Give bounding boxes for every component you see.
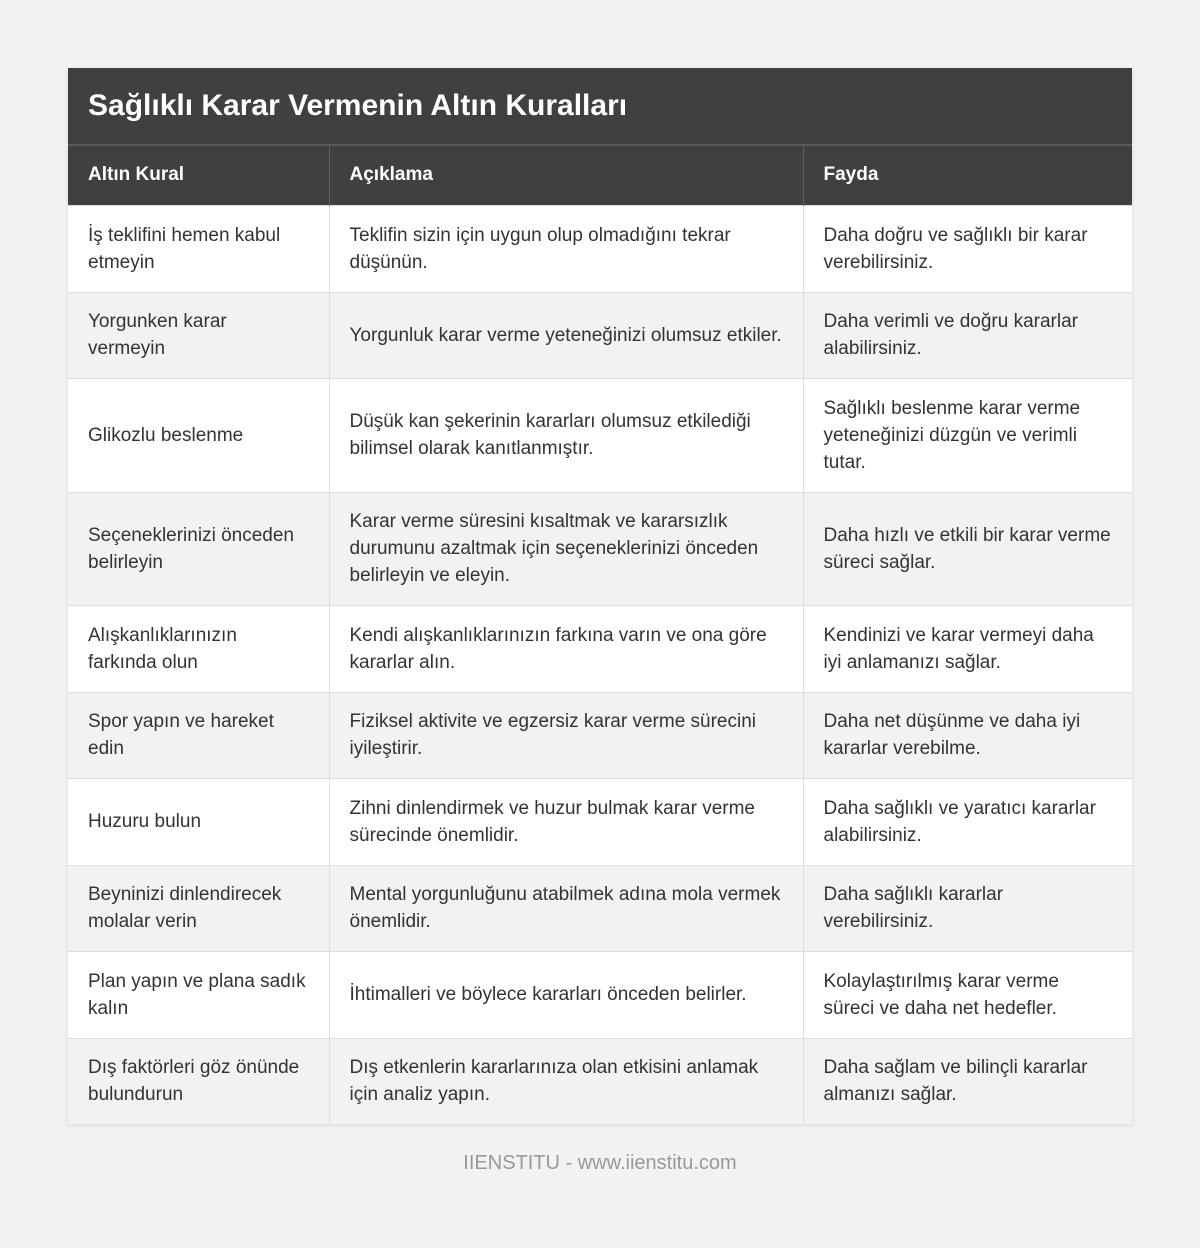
table-row	[68, 1038, 1132, 1124]
description-cell: Dış etkenlerin kararlarınıza olan etkisini anlamak için analiz yapın.	[329, 1038, 803, 1124]
benefit-cell: Daha sağlam ve bilinçli kararlar almanızı sağlar.	[803, 1038, 1132, 1124]
rule-cell: Glikozlu beslenme	[68, 378, 329, 492]
benefit-cell: Kolaylaştırılmış karar verme süreci ve daha net hedefler.	[803, 951, 1132, 1038]
table-title: Sağlıklı Karar Vermenin Altın Kuralları	[68, 68, 1132, 144]
rule-cell: İş teklifini hemen kabul etmeyin	[68, 205, 329, 292]
table-row	[68, 605, 1132, 692]
column-header-rule: Altın Kural	[68, 145, 329, 205]
description-cell: Mental yorgunluğunu atabilmek adına mola vermek önemlidir.	[329, 865, 803, 951]
rule-cell: Seçeneklerinizi önceden belirleyin	[68, 492, 329, 605]
benefit-cell: Daha verimli ve doğru kararlar alabilirsiniz.	[803, 292, 1132, 378]
benefit-cell: Daha sağlıklı kararlar verebilirsiniz.	[803, 865, 1132, 951]
table-row	[68, 492, 1132, 605]
table-row	[68, 951, 1132, 1038]
rule-cell: Plan yapın ve plana sadık kalın	[68, 951, 329, 1038]
column-header-benefit: Fayda	[803, 145, 1132, 205]
description-cell: Kendi alışkanlıklarınızın farkına varın ve ona göre kararlar alın.	[329, 605, 803, 692]
rule-cell: Spor yapın ve hareket edin	[68, 692, 329, 778]
benefit-cell: Daha net düşünme ve daha iyi kararlar verebilme.	[803, 692, 1132, 778]
description-cell: Teklifin sizin için uygun olup olmadığını tekrar düşünün.	[329, 205, 803, 292]
rule-cell: Alışkanlıklarınızın farkında olun	[68, 605, 329, 692]
description-cell: Düşük kan şekerinin kararları olumsuz etkilediği bilimsel olarak kanıtlanmıştır.	[329, 378, 803, 492]
rule-cell: Huzuru bulun	[68, 778, 329, 865]
benefit-cell: Daha doğru ve sağlıklı bir karar verebilirsiniz.	[803, 205, 1132, 292]
table-row	[68, 205, 1132, 292]
table-row	[68, 378, 1132, 492]
table-row	[68, 692, 1132, 778]
description-cell: Yorgunluk karar verme yeteneğinizi olumsuz etkiler.	[329, 292, 803, 378]
footer-credit: IIENSTITU - www.iienstitu.com	[463, 1152, 737, 1174]
table-row	[68, 778, 1132, 865]
benefit-cell: Daha sağlıklı ve yaratıcı kararlar alabilirsiniz.	[803, 778, 1132, 865]
rules-table-card	[68, 68, 1132, 1124]
description-cell: Karar verme süresini kısaltmak ve kararsızlık durumunu azaltmak için seçeneklerinizi önceden belirleyin ve eleyin.	[329, 492, 803, 605]
benefit-cell: Sağlıklı beslenme karar verme yeteneğinizi düzgün ve verimli tutar.	[803, 378, 1132, 492]
table-row	[68, 865, 1132, 951]
table-row	[68, 292, 1132, 378]
description-cell: Fiziksel aktivite ve egzersiz karar verme sürecini iyileştirir.	[329, 692, 803, 778]
benefit-cell: Kendinizi ve karar vermeyi daha iyi anlamanızı sağlar.	[803, 605, 1132, 692]
description-cell: İhtimalleri ve böylece kararları önceden belirler.	[329, 951, 803, 1038]
rule-cell: Beyninizi dinlendirecek molalar verin	[68, 865, 329, 951]
rule-cell: Yorgunken karar vermeyin	[68, 292, 329, 378]
table-header-row	[68, 145, 1132, 205]
rule-cell: Dış faktörleri göz önünde bulundurun	[68, 1038, 329, 1124]
description-cell: Zihni dinlendirmek ve huzur bulmak karar verme sürecinde önemlidir.	[329, 778, 803, 865]
benefit-cell: Daha hızlı ve etkili bir karar verme süreci sağlar.	[803, 492, 1132, 605]
rules-table	[68, 144, 1132, 1124]
column-header-description: Açıklama	[329, 145, 803, 205]
